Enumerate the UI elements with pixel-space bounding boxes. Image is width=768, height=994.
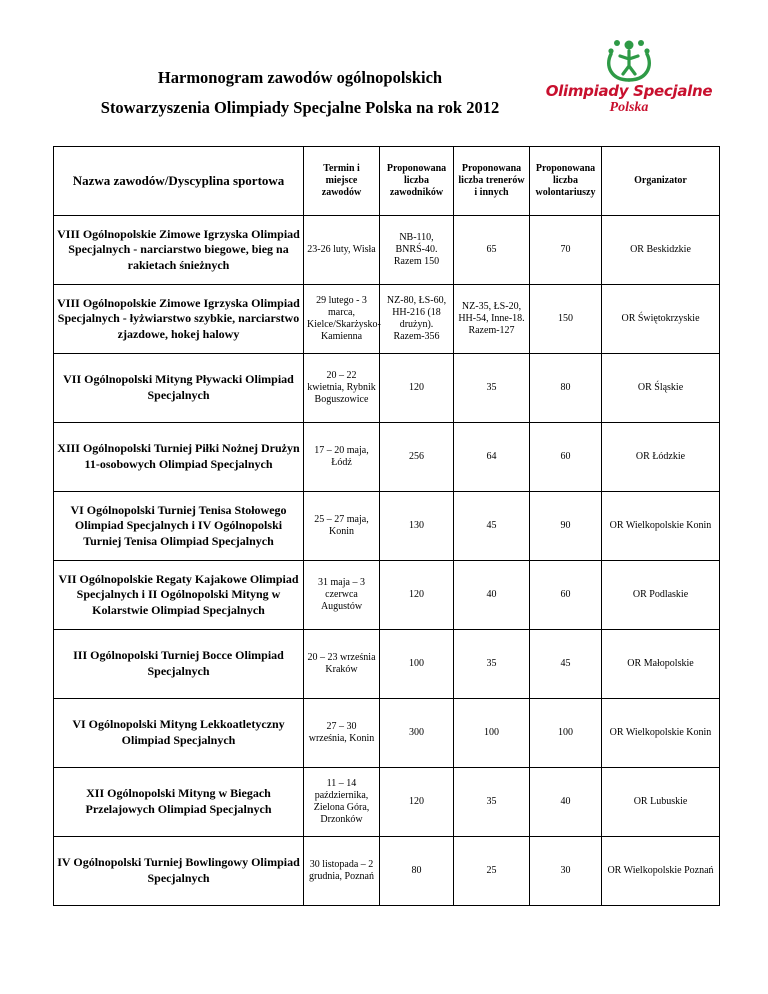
event-name: VII Ogólnopolski Mityng Pływacki Olimpiad Specjalnych <box>54 354 304 423</box>
event-date: 30 listopada – 2 grudnia, Poznań <box>304 837 380 906</box>
event-volunteers: 30 <box>530 837 602 906</box>
table-row <box>54 699 720 768</box>
table-row <box>54 837 720 906</box>
header-organizer: Organizator <box>602 147 720 216</box>
event-volunteers: 150 <box>530 285 602 354</box>
event-volunteers: 60 <box>530 561 602 630</box>
event-athletes: 256 <box>380 423 454 492</box>
event-athletes: 130 <box>380 492 454 561</box>
event-volunteers: 45 <box>530 630 602 699</box>
olimpiady-specjalne-logo <box>538 36 720 122</box>
header-volunteers: Proponowana liczba wolontariuszy <box>530 147 602 216</box>
header-name: Nazwa zawodów/Dyscyplina sportowa <box>54 147 304 216</box>
event-date: 31 maja – 3 czerwca Augustów <box>304 561 380 630</box>
table-row <box>54 216 720 285</box>
event-coaches: NZ-35, ŁS-20, HH-54, Inne-18. Razem-127 <box>454 285 530 354</box>
event-athletes: 80 <box>380 837 454 906</box>
table-row <box>54 354 720 423</box>
event-organizer: OR Podlaskie <box>602 561 720 630</box>
event-coaches: 100 <box>454 699 530 768</box>
event-name: VIII Ogólnopolskie Zimowe Igrzyska Olimpiad Specjalnych - narciarstwo biegowe, bieg na rakietach śnieżnych <box>54 216 304 285</box>
event-date: 23-26 luty, Wisła <box>304 216 380 285</box>
event-name: XII Ogólnopolski Mityng w Biegach Przelajowych Olimpiad Specjalnych <box>54 768 304 837</box>
event-athletes: NB-110, BNRŚ-40. Razem 150 <box>380 216 454 285</box>
event-coaches: 65 <box>454 216 530 285</box>
event-coaches: 35 <box>454 354 530 423</box>
event-organizer: OR Lubuskie <box>602 768 720 837</box>
event-volunteers: 100 <box>530 699 602 768</box>
event-volunteers: 40 <box>530 768 602 837</box>
event-coaches: 25 <box>454 837 530 906</box>
header-coaches: Proponowana liczba trenerów i innych <box>454 147 530 216</box>
event-date: 17 – 20 maja, Łódź <box>304 423 380 492</box>
event-organizer: OR Świętokrzyskie <box>602 285 720 354</box>
header-date: Termin i miejsce zawodów <box>304 147 380 216</box>
schedule-table <box>53 146 720 906</box>
event-coaches: 64 <box>454 423 530 492</box>
event-organizer: OR Wielkopolskie Poznań <box>602 837 720 906</box>
event-name: III Ogólnopolski Turniej Bocce Olimpiad Specjalnych <box>54 630 304 699</box>
event-name: IV Ogólnopolski Turniej Bowlingowy Olimpiad Specjalnych <box>54 837 304 906</box>
event-coaches: 45 <box>454 492 530 561</box>
event-organizer: OR Wielkopolskie Konin <box>602 492 720 561</box>
table-row <box>54 561 720 630</box>
table-header-row <box>54 147 720 216</box>
event-volunteers: 70 <box>530 216 602 285</box>
event-name: VIII Ogólnopolskie Zimowe Igrzyska Olimpiad Specjalnych - łyżwiarstwo szybkie, narciarstwo zjazdowe, hokej halowy <box>54 285 304 354</box>
table-row <box>54 768 720 837</box>
event-organizer: OR Wielkopolskie Konin <box>602 699 720 768</box>
event-organizer: OR Małopolskie <box>602 630 720 699</box>
event-volunteers: 90 <box>530 492 602 561</box>
table-row <box>54 423 720 492</box>
document-title: Harmonogram zawodów ogólnopolskich <box>157 68 443 87</box>
event-date: 25 – 27 maja, Konin <box>304 492 380 561</box>
event-name: VII Ogólnopolskie Regaty Kajakowe Olimpiad Specjalnych i II Ogólnopolski Mityng w Kolarstwie Olimpiad Specjalnych <box>54 561 304 630</box>
table-row <box>54 285 720 354</box>
event-organizer: OR Beskidzkie <box>602 216 720 285</box>
document-subtitle: Stowarzyszenia Olimpiady Specjalne Polska na rok 2012 <box>100 98 500 117</box>
event-name: VI Ogólnopolski Mityng Lekkoatletyczny Olimpiad Specjalnych <box>54 699 304 768</box>
table-row <box>54 630 720 699</box>
event-date: 27 – 30 września, Konin <box>304 699 380 768</box>
event-athletes: 120 <box>380 561 454 630</box>
event-athletes: 120 <box>380 768 454 837</box>
event-coaches: 35 <box>454 768 530 837</box>
event-date: 29 lutego - 3 marca, Kielce/Skarżysko-Kamienna <box>304 285 380 354</box>
event-volunteers: 80 <box>530 354 602 423</box>
logo-figure-icon <box>603 36 655 82</box>
event-date: 20 – 23 września Kraków <box>304 630 380 699</box>
event-athletes: 120 <box>380 354 454 423</box>
event-athletes: 300 <box>380 699 454 768</box>
event-athletes: NZ-80, ŁS-60, HH-216 (18 drużyn). Razem-356 <box>380 285 454 354</box>
table-row <box>54 492 720 561</box>
event-date: 11 – 14 października, Zielona Góra, Drzonków <box>304 768 380 837</box>
event-athletes: 100 <box>380 630 454 699</box>
event-name: VI Ogólnopolski Turniej Tenisa Stołowego Olimpiad Specjalnych i IV Ogólnopolski Turniej Tenisa Olimpiad Specjalnych <box>54 492 304 561</box>
event-coaches: 35 <box>454 630 530 699</box>
event-date: 20 – 22 kwietnia, Rybnik Boguszowice <box>304 354 380 423</box>
event-name: XIII Ogólnopolski Turniej Piłki Nożnej Drużyn 11-osobowych Olimpiad Specjalnych <box>54 423 304 492</box>
event-volunteers: 60 <box>530 423 602 492</box>
event-coaches: 40 <box>454 561 530 630</box>
event-organizer: OR Łódzkie <box>602 423 720 492</box>
header-athletes: Proponowana liczba zawodników <box>380 147 454 216</box>
logo-subtitle: Polska <box>609 100 649 115</box>
event-organizer: OR Śląskie <box>602 354 720 423</box>
logo-name: Olimpiady Specjalne <box>545 82 713 100</box>
